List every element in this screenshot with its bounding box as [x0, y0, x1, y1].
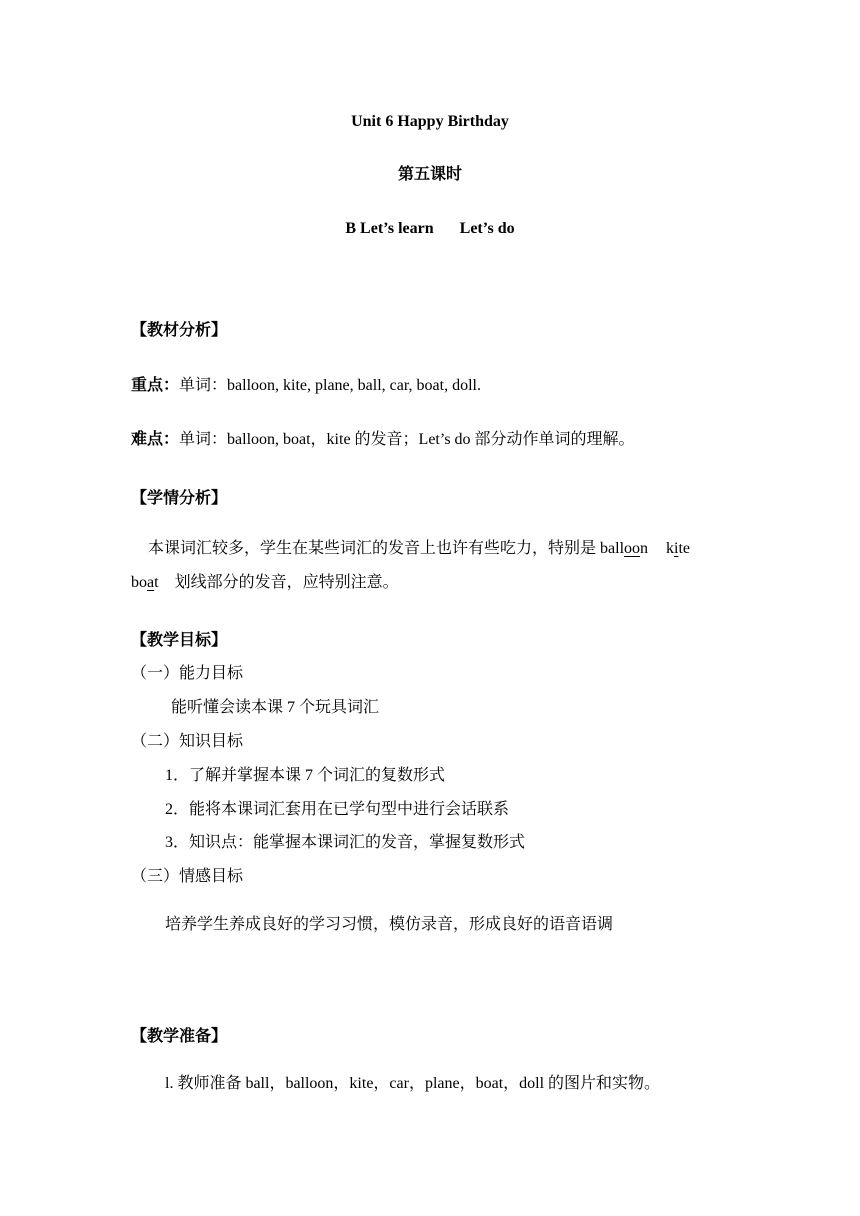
word-balloon: balloon	[600, 540, 649, 557]
learner-analysis-line-2	[131, 572, 399, 594]
ability-objective-text: 能听懂会读本课 7 个玩具词汇	[171, 699, 380, 716]
learner-analysis-line-1	[148, 538, 690, 560]
section-heading-material-analysis: 【教材分析】	[131, 322, 228, 339]
subtitle-lets-learn: B Let’s learn	[345, 220, 434, 237]
word-boat: boat	[131, 574, 159, 591]
section-heading-teaching-objectives: 【教学目标】	[131, 632, 228, 649]
document-title: Unit 6 Happy Birthday	[351, 113, 509, 130]
emotion-objective-text: 培养学生养成良好的学习习惯，模仿录音，形成良好的语音语调	[165, 916, 614, 933]
knowledge-item: 2．能将本课词汇套用在已学句型中进行会话联系	[165, 801, 510, 818]
difficult-points-text: 单词：balloon, boat，kite 的发音；Let’s do 部分动作单词的理解。	[179, 431, 635, 448]
lesson-period: 第五课时	[397, 166, 462, 183]
subtitle-lets-do: Let’s do	[459, 220, 515, 237]
difficult-points-line	[131, 429, 635, 451]
ability-objective-heading: （一）能力目标	[131, 665, 244, 682]
key-points-line	[131, 375, 481, 397]
knowledge-objective-heading: （二）知识目标	[131, 733, 244, 750]
learner-analysis-text-2: 划线部分的发音，应特别注意。	[174, 574, 399, 591]
section-heading-learner-analysis: 【学情分析】	[131, 490, 228, 507]
section-heading-teaching-preparation: 【教学准备】	[131, 1028, 228, 1045]
knowledge-item: 3．知识点：能掌握本课词汇的发音，掌握复数形式	[165, 834, 526, 851]
lesson-subtitle	[0, 218, 860, 240]
key-points-text: 单词：balloon, kite, plane, ball, car, boat, doll.	[179, 377, 481, 394]
word-kite: kite	[666, 540, 691, 557]
knowledge-item: 1．了解并掌握本课 7 个词汇的复数形式	[165, 767, 446, 784]
key-points-label: 重点：	[131, 377, 180, 394]
difficult-points-label: 难点：	[131, 431, 180, 448]
preparation-item: l. 教师准备 ball，balloon，kite，car，plane，boat，doll 的图片和实物。	[165, 1075, 661, 1092]
learner-analysis-text: 本课词汇较多，学生在某些词汇的发音上也许有些吃力，特别是	[148, 540, 601, 557]
emotion-objective-heading: （三）情感目标	[131, 868, 244, 885]
